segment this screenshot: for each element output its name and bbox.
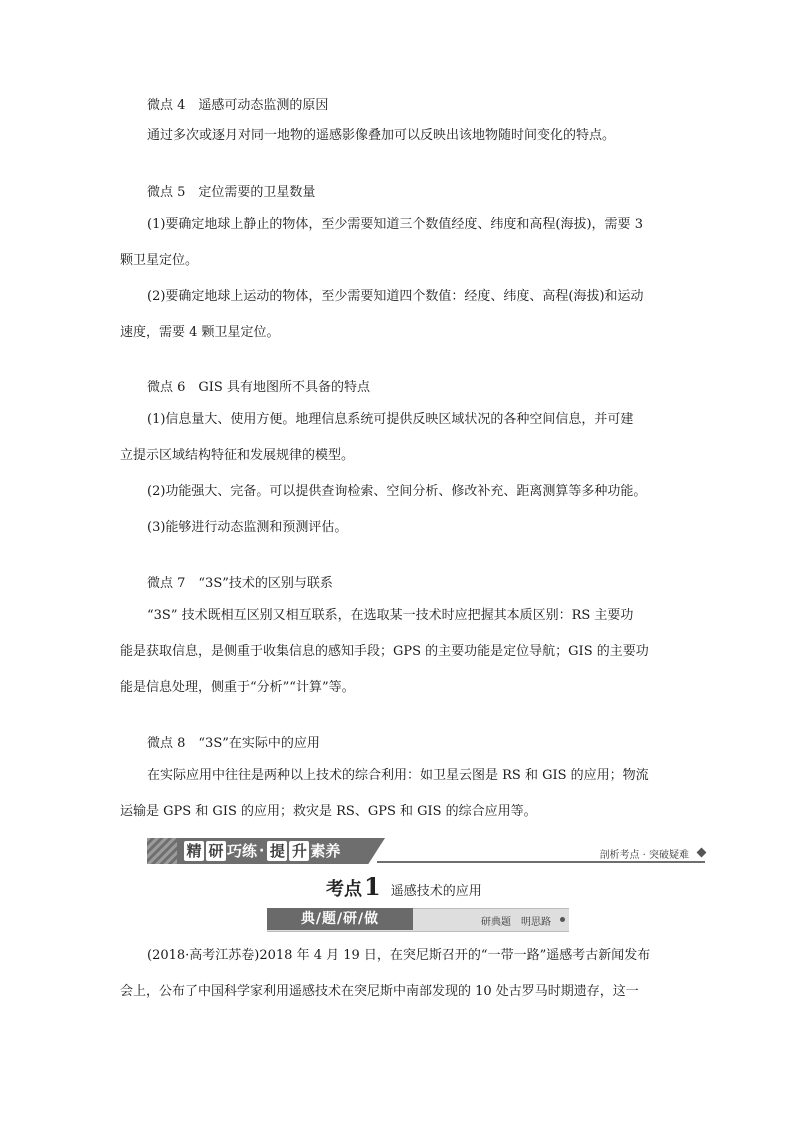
point-5-line-2: 颗卫星定位。 bbox=[120, 253, 199, 268]
exam-point-title: 遥感技术的应用 bbox=[390, 884, 482, 899]
exam-point-prefix: 考点 bbox=[326, 879, 362, 900]
point-7-line-2: 能是获取信息，是侧重于收集信息的感知手段；GPS 的主要功能是定位导航；GIS 的主要功 bbox=[120, 644, 649, 659]
question-line-2: 会上，公布了中国科学家利用遥感技术在突尼斯中南部发现的 10 处古罗马时期遗存，这一 bbox=[120, 984, 639, 999]
point-5-heading: 微点 5 定位需要的卫星数量 bbox=[147, 185, 316, 200]
exam-point-heading bbox=[326, 872, 482, 902]
sub-banner bbox=[267, 908, 569, 932]
point-8-heading: 微点 8 “3S”在实际中的应用 bbox=[147, 736, 320, 751]
point-5-line-4: 速度，需要 4 颗卫星定位。 bbox=[120, 325, 280, 340]
point-6-line-3: (2)功能强大、完备。可以提供查询检索、空间分析、修改补充、距离测算等多种功能。 bbox=[147, 484, 647, 499]
point-7-heading: 微点 7 “3S”技术的区别与联系 bbox=[147, 576, 333, 591]
banner-rule bbox=[377, 861, 705, 863]
point-6-line-4: (3)能够进行动态监测和预测评估。 bbox=[147, 520, 348, 535]
banner-title bbox=[183, 840, 340, 862]
banner-char: 升 bbox=[289, 841, 309, 861]
banner-subtitle: 剖析考点 · 突破疑难 bbox=[599, 850, 689, 861]
banner-dot: · bbox=[259, 843, 265, 859]
sub-banner-subtitle: 研典题 明思路 bbox=[481, 917, 551, 928]
point-5-line-3: (2)要确定地球上运动的物体，至少需要知道四个数值：经度、纬度、高程(海拔)和运动 bbox=[147, 289, 644, 304]
point-4-heading: 微点 4 遥感可动态监测的原因 bbox=[147, 98, 329, 113]
banner-char: 提 bbox=[267, 841, 287, 861]
point-6-heading: 微点 6 GIS 具有地图所不具备的特点 bbox=[147, 380, 370, 395]
banner-hatch-decoration bbox=[147, 838, 177, 864]
banner-char: 精 bbox=[184, 841, 204, 861]
point-6-line-1: (1)信息量大、使用方便。地理信息系统可提供反映区域状况的各种空间信息，并可建 bbox=[147, 412, 634, 427]
sub-banner-label: 典/题/研/做 bbox=[267, 908, 413, 930]
question-line-1: (2018·高考江苏卷)2018 年 4 月 19 日，在突尼斯召开的“一带一路”遥感考古新闻发布 bbox=[147, 948, 651, 963]
diamond-icon bbox=[697, 848, 707, 858]
point-7-line-3: 能是信息处理，侧重于“分析”“计算”等。 bbox=[120, 680, 355, 695]
dot-icon bbox=[560, 917, 565, 922]
section-banner bbox=[147, 838, 707, 864]
banner-char: 素 bbox=[310, 842, 326, 860]
point-8-line-2: 运输是 GPS 和 GIS 的应用；救灾是 RS、GPS 和 GIS 的综合应用等。 bbox=[120, 804, 537, 819]
exam-point-number: 1 bbox=[364, 872, 381, 901]
banner-char: 研 bbox=[206, 841, 226, 861]
point-5-line-1: (1)要确定地球上静止的物体，至少需要知道三个数值经度、纬度和高程(海拔)，需要 3 bbox=[147, 217, 643, 232]
point-4-line-1: 通过多次或逐月对同一地物的遥感影像叠加可以反映出该地物随时间变化的特点。 bbox=[147, 128, 616, 143]
banner-char: 练 bbox=[242, 842, 258, 860]
point-6-line-2: 立提示区域结构特征和发展规律的模型。 bbox=[120, 448, 355, 463]
banner-char: 巧 bbox=[227, 842, 243, 860]
point-8-line-1: 在实际应用中往往是两种以上技术的综合利用：如卫星云图是 RS 和 GIS 的应用；物流 bbox=[147, 768, 649, 783]
point-7-line-1: “3S” 技术既相互区别又相互联系，在选取某一技术时应把握其本质区别：RS 主要功 bbox=[147, 608, 634, 623]
banner-char: 养 bbox=[325, 842, 341, 860]
